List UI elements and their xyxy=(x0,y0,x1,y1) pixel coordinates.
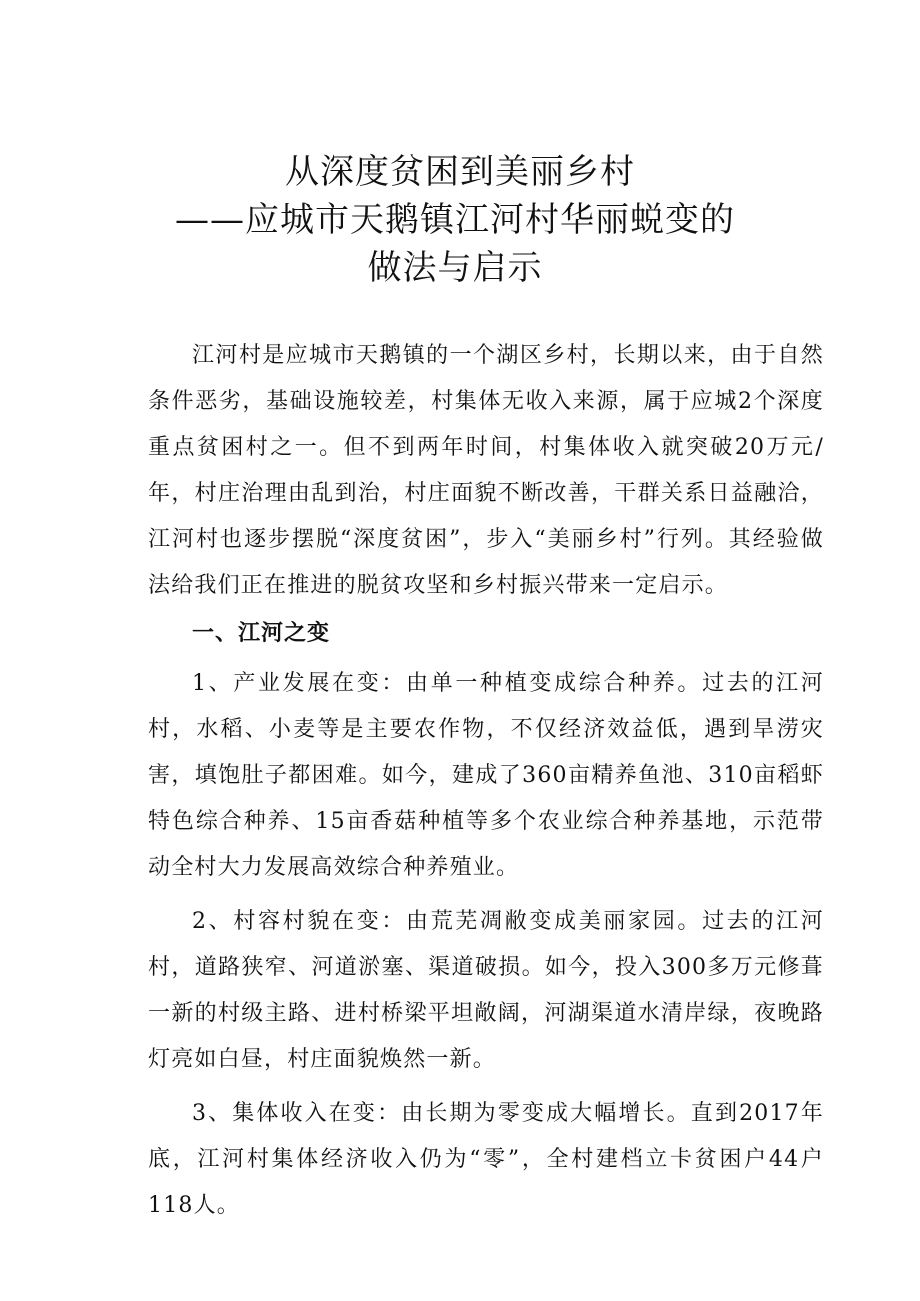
title-line-1: 从深度贫困到美丽乡村 xyxy=(285,152,635,192)
title-line-3: 做法与启示 xyxy=(367,248,543,288)
title-line-2: ——应城市天鹅镇江河村华丽蜕变的 xyxy=(175,200,735,240)
intro-paragraph: 江河村是应城市天鹅镇的一个湖区乡村，长期以来，由于自然条件恶劣，基础设施较差，村集体无收入来源，属于应城2个深度重点贫困村之一。但不到两年时间，村集体收入就突破20万元/年，村庄治理由乱到治，村庄面貌不断改善，干群关系日益融洽，江河村也逐步摆脱“深度贫困”，步入“美丽乡村”行列。其经验做法给我们正在推进的脱贫攻坚和乡村振兴带来一定启示。 xyxy=(148,343,824,598)
item-paragraph-3: 3、集体收入在变：由长期为零变成大幅增长。直到2017年底，江河村集体经济收入仍为“零”，全村建档立卡贫困户44户118人。 xyxy=(148,1101,824,1218)
document-title xyxy=(0,148,920,292)
item-paragraph-2: 2、村容村貌在变：由荒芜凋敝变成美丽家园。过去的江河村，道路狭窄、河道淤塞、渠道破损。如今，投入300多万元修葺一新的村级主路、进村桥梁平坦敞阔，河湖渠道水清岸绿，夜晚路灯亮如白昼，村庄面貌焕然一新。 xyxy=(148,909,824,1072)
section-heading-1: 一、江河之变 xyxy=(192,621,331,646)
document-body xyxy=(148,333,824,1229)
item-paragraph-1: 1、产业发展在变：由单一种植变成综合种养。过去的江河村，水稻、小麦等是主要农作物，不仅经济效益低，遇到旱涝灾害，填饱肚子都困难。如今，建成了360亩精养鱼池、310亩稻虾特色综合种养、15亩香菇种植等多个农业综合种养基地，示范带动全村大力发展高效综合种养殖业。 xyxy=(148,671,824,880)
